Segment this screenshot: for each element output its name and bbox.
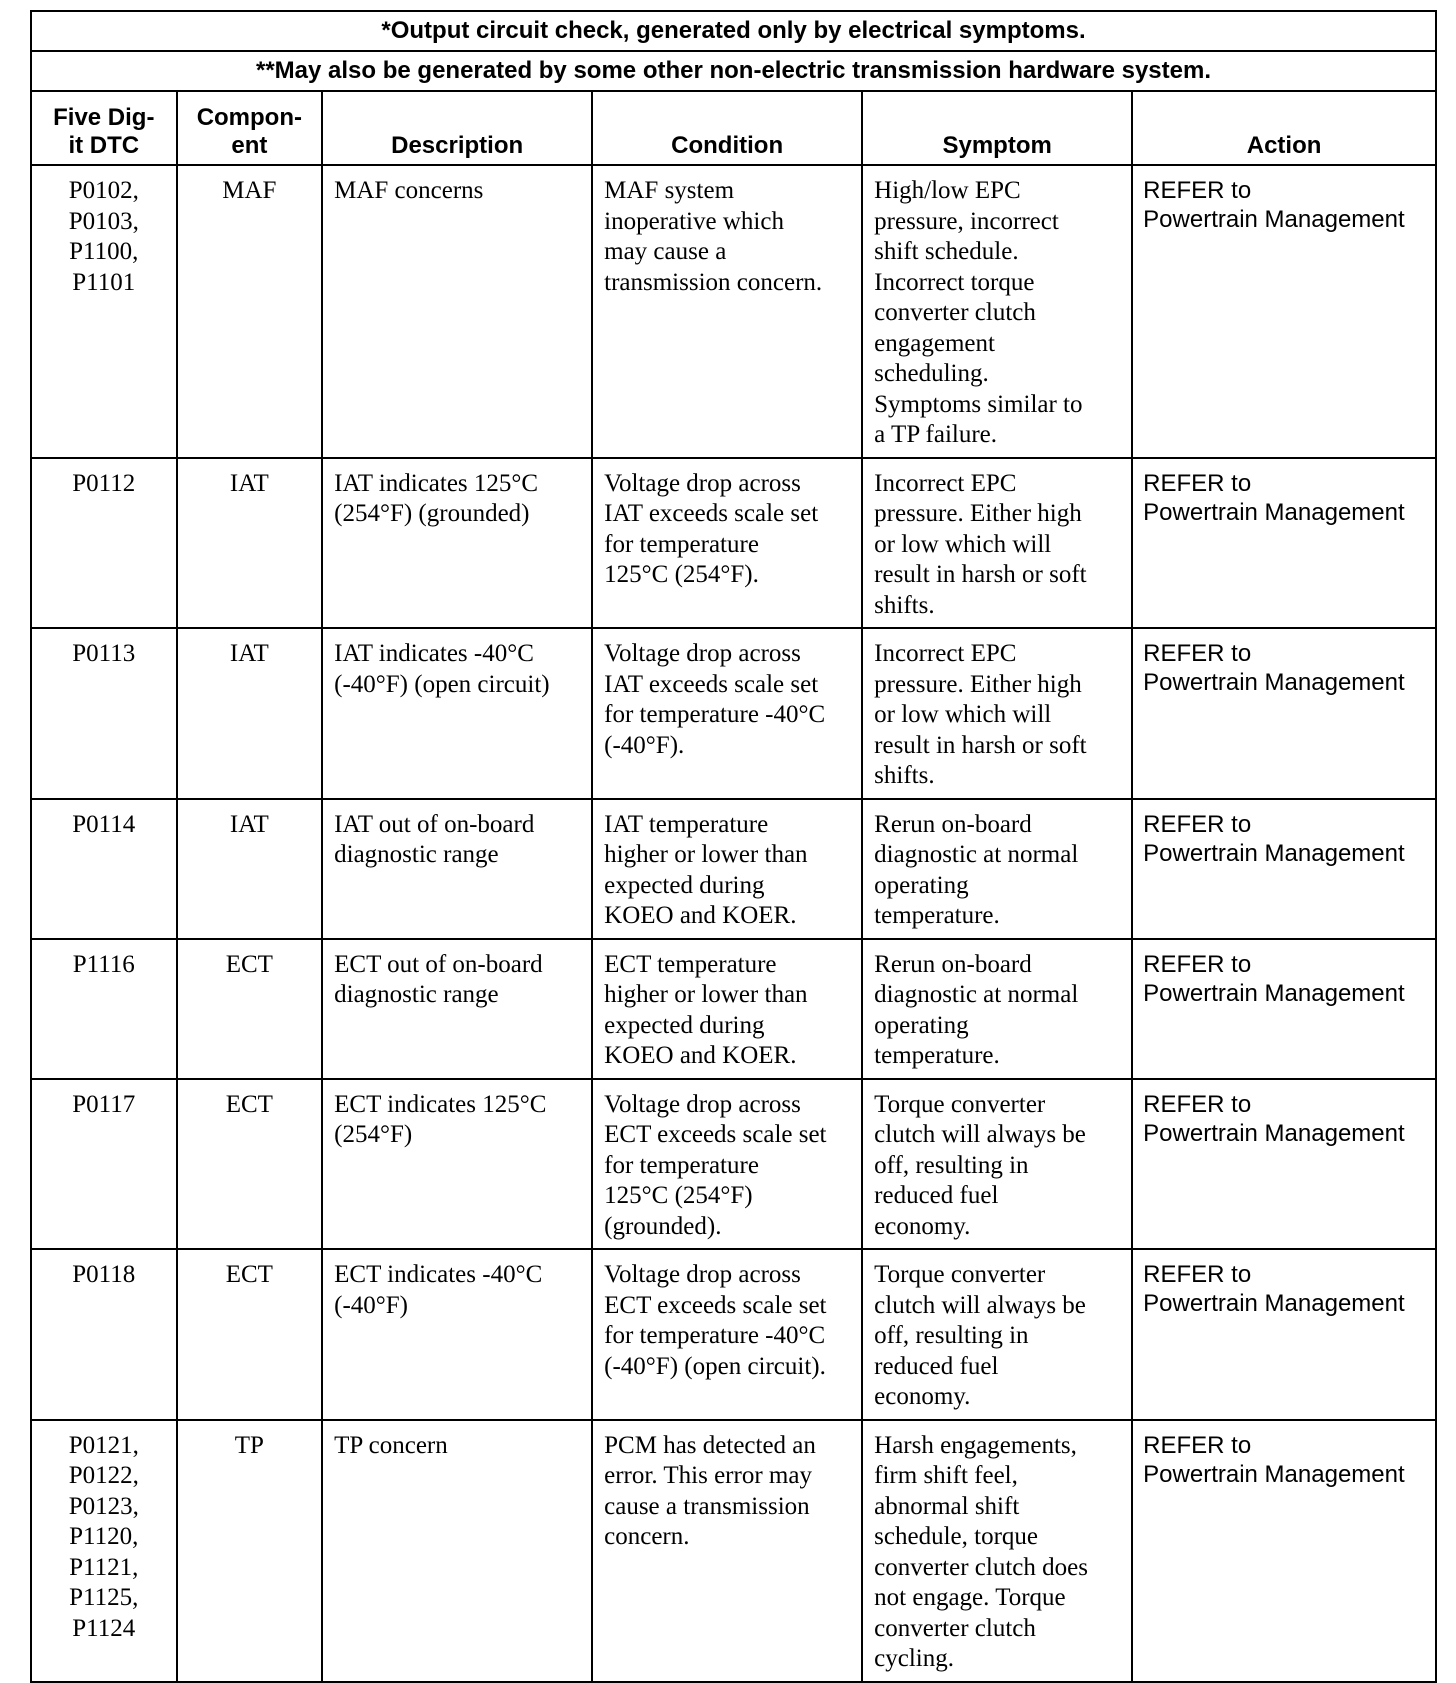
component-cell: ECT xyxy=(177,1079,323,1250)
column-header-row xyxy=(31,91,1436,165)
condition-cell: ECT temperature higher or lower than expected during KOEO and KOER. xyxy=(592,939,862,1079)
description-cell: ECT indicates 125°C (254°F) xyxy=(322,1079,592,1250)
dtc-cell: P0117 xyxy=(31,1079,177,1250)
description-cell: ECT indicates -40°C (-40°F) xyxy=(322,1249,592,1420)
header-action: Action xyxy=(1132,91,1436,165)
note-row-non-electric xyxy=(31,51,1436,91)
symptom-cell: Rerun on-board diagnostic at normal operating temperature. xyxy=(862,939,1132,1079)
component-cell: ECT xyxy=(177,1249,323,1420)
table-row xyxy=(31,939,1436,1079)
description-cell: IAT out of on-board diagnostic range xyxy=(322,799,592,939)
action-cell: REFER to Powertrain Management xyxy=(1132,1249,1436,1420)
component-cell: MAF xyxy=(177,165,323,458)
condition-cell: Voltage drop across ECT exceeds scale set for temperature -40°C (-40°F) (open circuit). xyxy=(592,1249,862,1420)
note-non-electric: **May also be generated by some other non-electric transmission hardware system. xyxy=(31,51,1436,91)
action-cell: REFER to Powertrain Management xyxy=(1132,939,1436,1079)
table-row xyxy=(31,1079,1436,1250)
action-cell: REFER to Powertrain Management xyxy=(1132,628,1436,799)
component-cell: ECT xyxy=(177,939,323,1079)
dtc-cell: P0114 xyxy=(31,799,177,939)
description-cell: IAT indicates -40°C (-40°F) (open circuit) xyxy=(322,628,592,799)
component-cell: IAT xyxy=(177,628,323,799)
symptom-cell: High/low EPC pressure, incorrect shift schedule. Incorrect torque converter clutch engagement scheduling. Symptoms similar to a TP failure. xyxy=(862,165,1132,458)
description-cell: IAT indicates 125°C (254°F) (grounded) xyxy=(322,458,592,629)
dtc-cell: P0118 xyxy=(31,1249,177,1420)
condition-cell: Voltage drop across IAT exceeds scale set for temperature 125°C (254°F). xyxy=(592,458,862,629)
condition-cell: IAT temperature higher or lower than expected during KOEO and KOER. xyxy=(592,799,862,939)
symptom-cell: Rerun on-board diagnostic at normal operating temperature. xyxy=(862,799,1132,939)
header-component: Compon- ent xyxy=(177,91,323,165)
condition-cell: Voltage drop across ECT exceeds scale set for temperature 125°C (254°F) (grounded). xyxy=(592,1079,862,1250)
dtc-cell: P1116 xyxy=(31,939,177,1079)
condition-cell: MAF system inoperative which may cause a transmission concern. xyxy=(592,165,862,458)
symptom-cell: Harsh engagements, firm shift feel, abnormal shift schedule, torque converter clutch does not engage. Torque converter clutch cycling. xyxy=(862,1420,1132,1682)
condition-cell: PCM has detected an error. This error may cause a transmission concern. xyxy=(592,1420,862,1682)
table-row xyxy=(31,458,1436,629)
component-cell: TP xyxy=(177,1420,323,1682)
table-row xyxy=(31,165,1436,458)
dtc-cell: P0121, P0122, P0123, P1120, P1121, P1125, P1124 xyxy=(31,1420,177,1682)
dtc-cell: P0112 xyxy=(31,458,177,629)
header-symptom: Symptom xyxy=(862,91,1132,165)
action-cell: REFER to Powertrain Management xyxy=(1132,799,1436,939)
component-cell: IAT xyxy=(177,458,323,629)
dtc-diagnostic-table xyxy=(30,10,1437,1683)
table-row xyxy=(31,799,1436,939)
description-cell: ECT out of on-board diagnostic range xyxy=(322,939,592,1079)
component-cell: IAT xyxy=(177,799,323,939)
dtc-cell: P0102, P0103, P1100, P1101 xyxy=(31,165,177,458)
table-row xyxy=(31,628,1436,799)
dtc-cell: P0113 xyxy=(31,628,177,799)
header-dtc: Five Dig- it DTC xyxy=(31,91,177,165)
table-row xyxy=(31,1420,1436,1682)
header-condition: Condition xyxy=(592,91,862,165)
symptom-cell: Incorrect EPC pressure. Either high or low which will result in harsh or soft shifts. xyxy=(862,628,1132,799)
symptom-cell: Incorrect EPC pressure. Either high or low which will result in harsh or soft shifts. xyxy=(862,458,1132,629)
table-row xyxy=(31,1249,1436,1420)
action-cell: REFER to Powertrain Management xyxy=(1132,1079,1436,1250)
action-cell: REFER to Powertrain Management xyxy=(1132,1420,1436,1682)
header-description: Description xyxy=(322,91,592,165)
note-output-circuit: *Output circuit check, generated only by electrical symptoms. xyxy=(31,11,1436,51)
symptom-cell: Torque converter clutch will always be off, resulting in reduced fuel economy. xyxy=(862,1249,1132,1420)
condition-cell: Voltage drop across IAT exceeds scale set for temperature -40°C (-40°F). xyxy=(592,628,862,799)
action-cell: REFER to Powertrain Management xyxy=(1132,458,1436,629)
symptom-cell: Torque converter clutch will always be off, resulting in reduced fuel economy. xyxy=(862,1079,1132,1250)
description-cell: MAF concerns xyxy=(322,165,592,458)
description-cell: TP concern xyxy=(322,1420,592,1682)
note-row-output-circuit xyxy=(31,11,1436,51)
action-cell: REFER to Powertrain Management xyxy=(1132,165,1436,458)
